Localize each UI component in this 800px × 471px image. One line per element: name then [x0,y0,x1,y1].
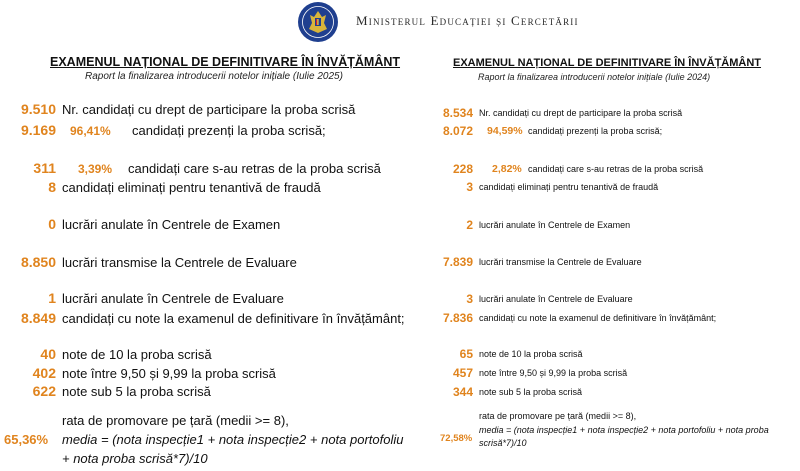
promotion-formula-line2: scrisă*7)/10 [479,438,527,448]
present-label: candidați prezenți la proba scrisă; [132,123,326,138]
graded-count: 8.849 [20,310,56,326]
grade950-count: 457 [452,366,473,380]
withdrawn-count: 228 [452,162,473,176]
annulled-eval-count: 1 [48,290,56,306]
present-label: candidați prezenți la proba scrisă; [528,126,663,136]
under5-count: 622 [32,383,56,399]
withdrawn-percent: 3,39% [78,162,113,176]
grade950-label: note între 9,50 și 9,99 la proba scrisă [479,368,628,378]
eliminated-count: 3 [466,180,473,194]
withdrawn-count: 311 [33,160,56,176]
graded-count: 7.836 [442,311,473,325]
eligible-count: 8.534 [442,106,473,120]
under5-label: note sub 5 la proba scrisă [479,387,583,397]
graded-label: candidați cu note la examenul de definitivare în învățământ; [479,313,717,323]
report-title: EXAMENUL NAȚIONAL DE DEFINITIVARE ÎN ÎNVĂȚĂMÂNT [50,55,401,69]
promotion-formula-line2: + nota proba scrisă*7)/10 [62,451,208,466]
eligible-label: Nr. candidați cu drept de participare la proba scrisă [479,108,683,118]
eligible-count: 9.510 [20,101,56,117]
promotion-rate-value: 72,58% [440,433,473,444]
transmitted-label: lucrări transmise la Centrele de Evaluare [479,257,642,267]
present-percent: 94,59% [487,125,523,137]
promotion-rate-label: rata de promovare pe țară (medii >= 8), [479,411,637,421]
promotion-rate-label: rata de promovare pe țară (medii >= 8), [62,413,289,428]
grade950-label: note între 9,50 și 9,99 la proba scrisă [62,366,276,381]
present-percent: 96,41% [70,124,111,138]
withdrawn-label: candidați care s-au retras de la proba scrisă [528,164,704,174]
report-title: EXAMENUL NAȚIONAL DE DEFINITIVARE ÎN ÎNVĂȚĂMÂNT [453,57,762,69]
annulled-exam-count: 2 [466,218,473,232]
grade10-count: 40 [40,346,56,362]
transmitted-count: 7.839 [442,255,473,269]
promotion-rate-value: 65,36% [4,432,49,447]
grade10-label: note de 10 la proba scrisă [62,347,212,362]
eliminated-label: candidați eliminați pentru tenantivă de fraudă [479,182,659,192]
page-header [0,0,800,44]
ministry-name: Ministerul Educației și Cercetării [356,13,579,28]
under5-label: note sub 5 la proba scrisă [62,384,211,399]
eliminated-count: 8 [48,179,56,195]
transmitted-count: 8.850 [20,254,56,270]
eligible-label: Nr. candidați cu drept de participare la proba scrisă [62,102,356,117]
annulled-exam-label: lucrări anulate în Centrele de Examen [62,217,281,232]
report-subtitle: Raport la finalizarea introducerii notelor inițiale (Iulie 2025) [85,71,343,82]
present-count: 8.072 [442,124,473,138]
grade10-label: note de 10 la proba scrisă [479,349,583,359]
annulled-exam-label: lucrări anulate în Centrele de Examen [479,220,631,230]
report-subtitle: Raport la finalizarea introducerii notelor inițiale (Iulie 2024) [478,72,711,82]
annulled-eval-label: lucrări anulate în Centrele de Evaluare [479,294,633,304]
present-count: 9.169 [20,122,56,138]
withdrawn-label: candidați care s-au retras de la proba scrisă [128,161,381,176]
promotion-formula-line1: media = (nota inspecție1 + nota inspecție2 + nota portofoliu [62,432,404,447]
eliminated-label: candidați eliminați pentru tenantivă de fraudă [62,180,321,195]
transmitted-label: lucrări transmise la Centrele de Evaluare [62,255,297,270]
romanian-government-crest-icon [296,1,340,43]
annulled-exam-count: 0 [48,216,56,232]
annulled-eval-label: lucrări anulate în Centrele de Evaluare [62,291,284,306]
grade10-count: 65 [459,347,473,361]
grade950-count: 402 [32,365,56,381]
graded-label: candidați cu note la examenul de definitivare în învățământ; [62,311,405,326]
withdrawn-percent: 2,82% [492,163,522,175]
under5-count: 344 [452,385,473,399]
promotion-formula-line1: media = (nota inspecție1 + nota inspecție2 + nota portofoliu + nota proba [479,425,769,435]
annulled-eval-count: 3 [466,292,473,306]
